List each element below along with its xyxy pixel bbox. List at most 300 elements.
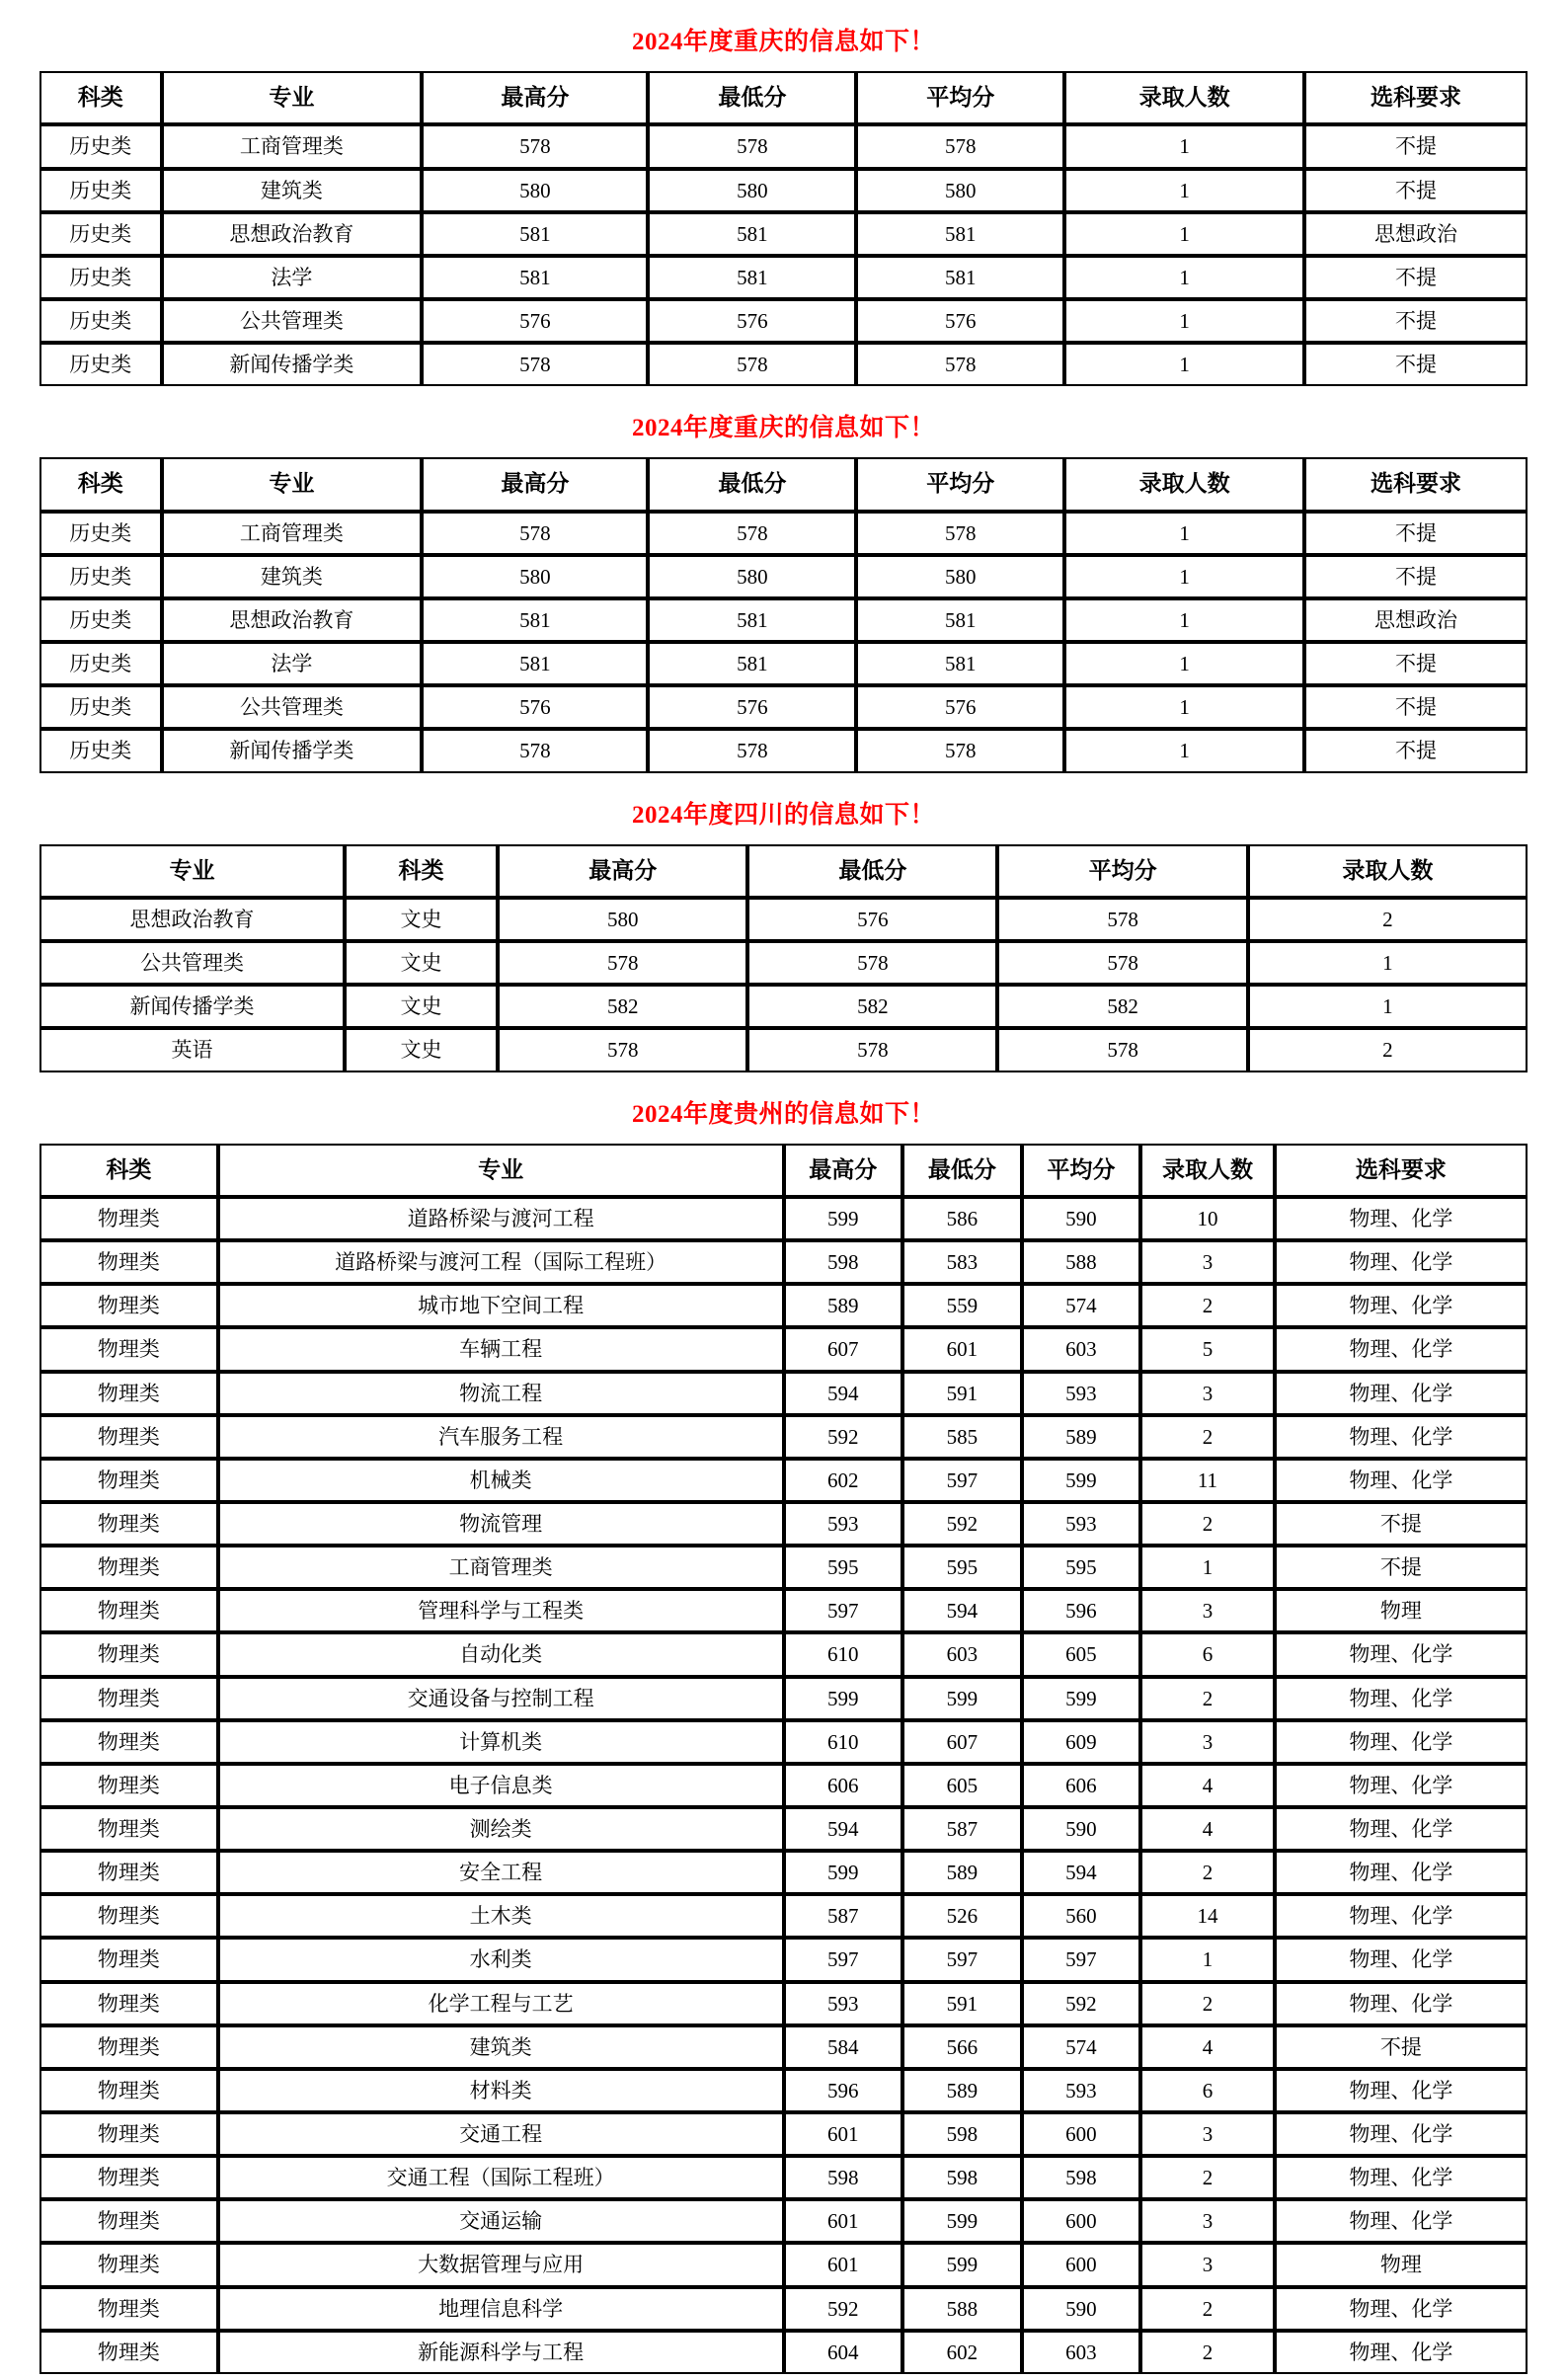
- table-cell: 文史: [345, 898, 498, 941]
- table-cell: 600: [1022, 2199, 1141, 2243]
- table-row: [39, 2069, 1528, 2112]
- table-cell: 2: [1140, 1677, 1275, 1720]
- table-row: [39, 2025, 1528, 2069]
- table-cell: 不提: [1304, 685, 1528, 729]
- report-section: [0, 1072, 1567, 2374]
- table-cell: 578: [422, 124, 648, 168]
- table-cell: 599: [784, 1851, 903, 1894]
- table-cell: 物理类: [39, 1851, 218, 1894]
- table-cell: 思想政治教育: [162, 598, 423, 642]
- table-cell: 物理、化学: [1275, 1677, 1528, 1720]
- table-cell: 物理类: [39, 1677, 218, 1720]
- table-container: [0, 71, 1567, 386]
- table-cell: 578: [856, 124, 1064, 168]
- table-cell: 2: [1140, 1284, 1275, 1327]
- table-cell: 车辆工程: [218, 1327, 784, 1371]
- table-cell: 593: [784, 1502, 903, 1546]
- table-cell: 物理类: [39, 1372, 218, 1415]
- table-cell: 物理: [1275, 2243, 1528, 2286]
- table-row: [39, 985, 1528, 1028]
- score-table: [39, 457, 1528, 772]
- column-header: 专业: [162, 71, 423, 124]
- table-cell: 580: [498, 898, 747, 941]
- table-cell: 578: [856, 512, 1064, 555]
- table-row: [39, 124, 1528, 168]
- table-cell: 1: [1064, 598, 1304, 642]
- table-cell: 不提: [1304, 343, 1528, 386]
- column-header: 选科要求: [1275, 1144, 1528, 1197]
- table-cell: 物理类: [39, 2112, 218, 2156]
- column-header: 平均分: [856, 457, 1064, 511]
- table-cell: 物流工程: [218, 1372, 784, 1415]
- table-row: [39, 1240, 1528, 1284]
- table-cell: 605: [902, 1764, 1022, 1807]
- table-cell: 不提: [1275, 2025, 1528, 2069]
- table-cell: 物理类: [39, 2156, 218, 2199]
- table-cell: 1: [1064, 299, 1304, 343]
- table-cell: 物理: [1275, 1589, 1528, 1632]
- table-row: [39, 1372, 1528, 1415]
- table-cell: 594: [902, 1589, 1022, 1632]
- table-cell: 3: [1140, 2112, 1275, 2156]
- table-cell: 法学: [162, 256, 423, 299]
- table-cell: 580: [856, 169, 1064, 212]
- table-cell: 14: [1140, 1894, 1275, 1938]
- table-row: [39, 685, 1528, 729]
- table-cell: 1: [1064, 169, 1304, 212]
- table-cell: 1: [1064, 685, 1304, 729]
- table-cell: 2: [1140, 2287, 1275, 2331]
- table-header-row: [39, 457, 1528, 511]
- table-cell: 590: [1022, 1197, 1141, 1240]
- table-row: [39, 1327, 1528, 1371]
- table-row: [39, 2112, 1528, 2156]
- table-cell: 测绘类: [218, 1807, 784, 1851]
- table-cell: 581: [856, 212, 1064, 256]
- table-cell: 新能源科学与工程: [218, 2331, 784, 2374]
- table-cell: 1: [1064, 124, 1304, 168]
- table-cell: 历史类: [39, 642, 162, 685]
- table-cell: 历史类: [39, 256, 162, 299]
- table-cell: 578: [648, 124, 856, 168]
- column-header: 录取人数: [1064, 71, 1304, 124]
- table-cell: 文史: [345, 985, 498, 1028]
- table-row: [39, 512, 1528, 555]
- column-header: 科类: [39, 1144, 218, 1197]
- table-cell: 584: [784, 2025, 903, 2069]
- table-cell: 2: [1248, 898, 1528, 941]
- table-cell: 578: [648, 512, 856, 555]
- table-cell: 589: [902, 1851, 1022, 1894]
- table-cell: 587: [902, 1807, 1022, 1851]
- table-cell: 597: [902, 1459, 1022, 1502]
- table-cell: 576: [856, 299, 1064, 343]
- table-cell: 2: [1248, 1028, 1528, 1071]
- table-cell: 物理、化学: [1275, 1197, 1528, 1240]
- table-container: [0, 457, 1567, 772]
- column-header: 专业: [162, 457, 423, 511]
- table-cell: 物理类: [39, 1982, 218, 2025]
- column-header: 录取人数: [1064, 457, 1304, 511]
- table-cell: 11: [1140, 1459, 1275, 1502]
- table-cell: 581: [648, 598, 856, 642]
- table-cell: 大数据管理与应用: [218, 2243, 784, 2286]
- table-row: [39, 1982, 1528, 2025]
- table-cell: 581: [856, 642, 1064, 685]
- table-cell: 578: [747, 941, 997, 985]
- table-cell: 594: [784, 1807, 903, 1851]
- table-cell: 不提: [1304, 299, 1528, 343]
- table-cell: 2: [1140, 1851, 1275, 1894]
- table-cell: 592: [784, 1415, 903, 1459]
- table-cell: 历史类: [39, 685, 162, 729]
- table-cell: 物理、化学: [1275, 1982, 1528, 2025]
- table-row: [39, 1807, 1528, 1851]
- table-cell: 599: [1022, 1677, 1141, 1720]
- table-cell: 601: [784, 2199, 903, 2243]
- table-cell: 578: [648, 343, 856, 386]
- table-cell: 2: [1140, 1982, 1275, 2025]
- table-cell: 历史类: [39, 555, 162, 598]
- table-cell: 物理类: [39, 1502, 218, 1546]
- column-header: 最低分: [648, 457, 856, 511]
- table-cell: 交通运输: [218, 2199, 784, 2243]
- table-cell: 英语: [39, 1028, 345, 1071]
- table-row: [39, 729, 1528, 772]
- table-cell: 2: [1140, 1502, 1275, 1546]
- table-cell: 不提: [1304, 555, 1528, 598]
- table-cell: 2: [1140, 2156, 1275, 2199]
- section-title: 2024年度贵州的信息如下！: [631, 1100, 935, 1128]
- table-cell: 578: [997, 941, 1247, 985]
- table-cell: 物理类: [39, 1240, 218, 1284]
- table-cell: 不提: [1275, 1502, 1528, 1546]
- column-header: 选科要求: [1304, 71, 1528, 124]
- table-row: [39, 2243, 1528, 2286]
- table-row: [39, 1894, 1528, 1938]
- table-cell: 600: [1022, 2112, 1141, 2156]
- table-cell: 590: [1022, 2287, 1141, 2331]
- table-cell: 历史类: [39, 343, 162, 386]
- table-cell: 2: [1140, 2331, 1275, 2374]
- table-row: [39, 642, 1528, 685]
- score-table: [39, 71, 1528, 386]
- table-cell: 工商管理类: [162, 124, 423, 168]
- table-cell: 589: [902, 2069, 1022, 2112]
- table-row: [39, 1677, 1528, 1720]
- table-cell: 物理、化学: [1275, 1894, 1528, 1938]
- column-header: 录取人数: [1140, 1144, 1275, 1197]
- table-cell: 思想政治: [1304, 598, 1528, 642]
- table-cell: 物理类: [39, 1459, 218, 1502]
- table-cell: 589: [784, 1284, 903, 1327]
- column-header: 最高分: [422, 457, 648, 511]
- table-cell: 580: [422, 169, 648, 212]
- table-cell: 601: [902, 1327, 1022, 1371]
- table-cell: 物理类: [39, 1284, 218, 1327]
- column-header: 最低分: [747, 844, 997, 898]
- table-cell: 物理、化学: [1275, 2112, 1528, 2156]
- table-cell: 物理类: [39, 1764, 218, 1807]
- table-cell: 物理类: [39, 2287, 218, 2331]
- table-cell: 582: [498, 985, 747, 1028]
- table-cell: 地理信息科学: [218, 2287, 784, 2331]
- table-cell: 物理类: [39, 2025, 218, 2069]
- table-cell: 6: [1140, 2069, 1275, 2112]
- table-row: [39, 1546, 1528, 1589]
- table-cell: 计算机类: [218, 1720, 784, 1764]
- table-cell: 10: [1140, 1197, 1275, 1240]
- table-cell: 物理类: [39, 1415, 218, 1459]
- table-header-row: [39, 71, 1528, 124]
- table-cell: 607: [784, 1327, 903, 1371]
- table-cell: 576: [856, 685, 1064, 729]
- score-table: [39, 844, 1528, 1072]
- table-cell: 610: [784, 1632, 903, 1676]
- table-cell: 599: [902, 2199, 1022, 2243]
- column-header: 选科要求: [1304, 457, 1528, 511]
- table-cell: 历史类: [39, 299, 162, 343]
- table-row: [39, 2156, 1528, 2199]
- table-cell: 历史类: [39, 124, 162, 168]
- column-header: 专业: [218, 1144, 784, 1197]
- table-cell: 物理、化学: [1275, 1720, 1528, 1764]
- table-cell: 物理类: [39, 2199, 218, 2243]
- table-row: [39, 1028, 1528, 1071]
- table-cell: 不提: [1304, 512, 1528, 555]
- section-title: 2024年度四川的信息如下！: [631, 801, 935, 829]
- table-cell: 物理类: [39, 1894, 218, 1938]
- table-row: [39, 1720, 1528, 1764]
- score-table: [39, 1144, 1528, 2374]
- table-cell: 物理、化学: [1275, 1807, 1528, 1851]
- table-cell: 594: [1022, 1851, 1141, 1894]
- table-cell: 597: [784, 1938, 903, 1981]
- table-row: [39, 1284, 1528, 1327]
- table-cell: 526: [902, 1894, 1022, 1938]
- table-cell: 新闻传播学类: [39, 985, 345, 1028]
- table-cell: 化学工程与工艺: [218, 1982, 784, 2025]
- table-cell: 599: [902, 2243, 1022, 2286]
- table-cell: 物流管理: [218, 1502, 784, 1546]
- table-cell: 1: [1064, 256, 1304, 299]
- table-row: [39, 2199, 1528, 2243]
- table-cell: 581: [856, 598, 1064, 642]
- table-cell: 1: [1248, 941, 1528, 985]
- table-cell: 公共管理类: [162, 685, 423, 729]
- table-cell: 592: [902, 1502, 1022, 1546]
- column-header: 最低分: [902, 1144, 1022, 1197]
- table-header-row: [39, 844, 1528, 898]
- section-title: 2024年度重庆的信息如下！: [631, 29, 935, 55]
- table-cell: 601: [784, 2243, 903, 2286]
- table-cell: 物理类: [39, 1327, 218, 1371]
- table-cell: 物理、化学: [1275, 1284, 1528, 1327]
- table-cell: 578: [422, 729, 648, 772]
- table-cell: 不提: [1304, 169, 1528, 212]
- table-cell: 597: [1022, 1938, 1141, 1981]
- table-cell: 1: [1064, 729, 1304, 772]
- table-cell: 管理科学与工程类: [218, 1589, 784, 1632]
- table-row: [39, 343, 1528, 386]
- table-cell: 598: [784, 1240, 903, 1284]
- table-cell: 新闻传播学类: [162, 729, 423, 772]
- table-cell: 593: [1022, 1372, 1141, 1415]
- table-cell: 物理、化学: [1275, 1327, 1528, 1371]
- table-cell: 581: [648, 212, 856, 256]
- table-cell: 物理类: [39, 1197, 218, 1240]
- table-cell: 物理类: [39, 2069, 218, 2112]
- table-cell: 581: [422, 212, 648, 256]
- column-header: 科类: [39, 457, 162, 511]
- table-cell: 580: [648, 555, 856, 598]
- table-cell: 560: [1022, 1894, 1141, 1938]
- table-cell: 588: [902, 2287, 1022, 2331]
- table-cell: 交通设备与控制工程: [218, 1677, 784, 1720]
- table-cell: 3: [1140, 2243, 1275, 2286]
- table-cell: 思想政治教育: [162, 212, 423, 256]
- table-cell: 不提: [1304, 124, 1528, 168]
- table-cell: 578: [422, 343, 648, 386]
- table-cell: 602: [902, 2331, 1022, 2374]
- table-cell: 578: [648, 729, 856, 772]
- table-row: [39, 299, 1528, 343]
- table-cell: 物理类: [39, 1632, 218, 1676]
- table-row: [39, 598, 1528, 642]
- column-header: 最高分: [422, 71, 648, 124]
- table-row: [39, 555, 1528, 598]
- table-cell: 物理、化学: [1275, 2199, 1528, 2243]
- table-cell: 605: [1022, 1632, 1141, 1676]
- column-header: 最高分: [784, 1144, 903, 1197]
- table-cell: 历史类: [39, 598, 162, 642]
- table-cell: 文史: [345, 1028, 498, 1071]
- table-cell: 585: [902, 1415, 1022, 1459]
- report-section: [0, 0, 1567, 386]
- table-row: [39, 1632, 1528, 1676]
- table-cell: 1: [1064, 212, 1304, 256]
- table-cell: 580: [856, 555, 1064, 598]
- table-cell: 576: [422, 685, 648, 729]
- table-cell: 609: [1022, 1720, 1141, 1764]
- table-cell: 6: [1140, 1632, 1275, 1676]
- table-cell: 598: [902, 2112, 1022, 2156]
- table-row: [39, 2331, 1528, 2374]
- table-cell: 592: [784, 2287, 903, 2331]
- table-cell: 4: [1140, 1807, 1275, 1851]
- table-cell: 583: [902, 1240, 1022, 1284]
- table-cell: 物理、化学: [1275, 1851, 1528, 1894]
- table-cell: 599: [1022, 1459, 1141, 1502]
- table-cell: 道路桥梁与渡河工程（国际工程班）: [218, 1240, 784, 1284]
- table-cell: 604: [784, 2331, 903, 2374]
- table-cell: 物理、化学: [1275, 1764, 1528, 1807]
- table-cell: 580: [422, 555, 648, 598]
- table-cell: 思想政治: [1304, 212, 1528, 256]
- table-cell: 物理、化学: [1275, 1240, 1528, 1284]
- table-row: [39, 1938, 1528, 1981]
- table-cell: 582: [997, 985, 1247, 1028]
- table-cell: 机械类: [218, 1459, 784, 1502]
- column-header: 平均分: [1022, 1144, 1141, 1197]
- table-cell: 603: [902, 1632, 1022, 1676]
- table-cell: 599: [902, 1677, 1022, 1720]
- report-section: [0, 386, 1567, 772]
- table-cell: 历史类: [39, 729, 162, 772]
- table-cell: 593: [1022, 1502, 1141, 1546]
- table-cell: 公共管理类: [162, 299, 423, 343]
- table-cell: 物理类: [39, 1546, 218, 1589]
- table-cell: 物理类: [39, 1589, 218, 1632]
- table-cell: 不提: [1304, 256, 1528, 299]
- table-cell: 599: [784, 1677, 903, 1720]
- table-row: [39, 212, 1528, 256]
- table-cell: 591: [902, 1372, 1022, 1415]
- table-row: [39, 941, 1528, 985]
- column-header: 平均分: [997, 844, 1247, 898]
- table-cell: 593: [784, 1982, 903, 2025]
- table-cell: 不提: [1275, 1546, 1528, 1589]
- table-cell: 3: [1140, 1589, 1275, 1632]
- table-cell: 安全工程: [218, 1851, 784, 1894]
- table-cell: 578: [498, 1028, 747, 1071]
- table-cell: 思想政治教育: [39, 898, 345, 941]
- table-cell: 工商管理类: [162, 512, 423, 555]
- table-cell: 1: [1064, 642, 1304, 685]
- table-cell: 1: [1248, 985, 1528, 1028]
- table-cell: 599: [784, 1197, 903, 1240]
- table-cell: 593: [1022, 2069, 1141, 2112]
- table-cell: 578: [422, 512, 648, 555]
- table-cell: 606: [784, 1764, 903, 1807]
- table-cell: 606: [1022, 1764, 1141, 1807]
- table-cell: 597: [902, 1938, 1022, 1981]
- table-cell: 3: [1140, 2199, 1275, 2243]
- table-cell: 595: [784, 1546, 903, 1589]
- table-cell: 581: [648, 642, 856, 685]
- table-row: [39, 1197, 1528, 1240]
- table-cell: 物理类: [39, 2243, 218, 2286]
- table-cell: 2: [1140, 1415, 1275, 1459]
- table-cell: 566: [902, 2025, 1022, 2069]
- table-cell: 建筑类: [162, 169, 423, 212]
- table-cell: 581: [422, 642, 648, 685]
- table-cell: 建筑类: [162, 555, 423, 598]
- table-cell: 589: [1022, 1415, 1141, 1459]
- table-row: [39, 1415, 1528, 1459]
- table-cell: 603: [1022, 2331, 1141, 2374]
- table-cell: 582: [747, 985, 997, 1028]
- table-row: [39, 1589, 1528, 1632]
- table-row: [39, 1502, 1528, 1546]
- table-header-row: [39, 1144, 1528, 1197]
- table-cell: 电子信息类: [218, 1764, 784, 1807]
- table-cell: 物理类: [39, 1938, 218, 1981]
- table-cell: 590: [1022, 1807, 1141, 1851]
- table-cell: 588: [1022, 1240, 1141, 1284]
- table-row: [39, 169, 1528, 212]
- table-cell: 汽车服务工程: [218, 1415, 784, 1459]
- table-cell: 物理、化学: [1275, 2069, 1528, 2112]
- table-cell: 物理、化学: [1275, 2156, 1528, 2199]
- table-cell: 596: [784, 2069, 903, 2112]
- table-cell: 道路桥梁与渡河工程: [218, 1197, 784, 1240]
- table-cell: 581: [422, 256, 648, 299]
- table-cell: 工商管理类: [218, 1546, 784, 1589]
- table-cell: 1: [1064, 512, 1304, 555]
- table-cell: 595: [1022, 1546, 1141, 1589]
- table-cell: 578: [856, 729, 1064, 772]
